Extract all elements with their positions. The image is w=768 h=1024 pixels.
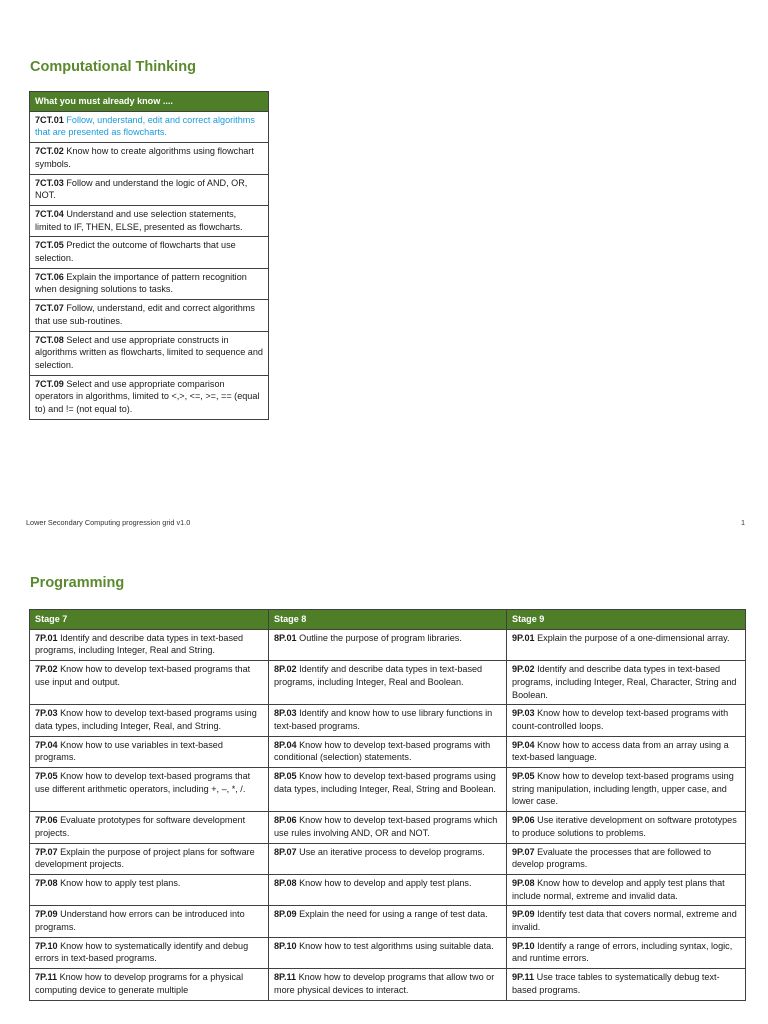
table-cell (30, 205, 269, 236)
table-row (30, 375, 269, 419)
table-cell (30, 937, 269, 968)
table-cell (269, 736, 507, 767)
objective-text: Know how to develop text-based programs that use different arithmetic operators, including +, –, *, /. (35, 771, 251, 794)
objective-text: Use an iterative process to develop programs. (296, 846, 485, 857)
objective-text: Outline the purpose of program libraries. (296, 632, 462, 643)
table-cell (30, 906, 269, 937)
objective-code: 7CT.06 (35, 271, 64, 282)
objective-text: Know how to develop programs that allow two or more physical devices to interact. (274, 972, 495, 995)
objective-text: Understand and use selection statements, limited to IF, THEN, ELSE, presented as flowcharts. (35, 208, 243, 232)
objective-code: 7CT.08 (35, 334, 64, 345)
objective-code: 9P.11 (512, 972, 535, 983)
table-cell (269, 705, 507, 736)
objective-text: Know how to develop and apply test plans that include normal, extreme and invalid data. (512, 877, 725, 901)
table-row (30, 331, 269, 375)
objective-text: Know how to develop text-based programs that use input and output. (35, 664, 251, 687)
objective-text: Identify and describe data types in text-based programs, including Integer, Real, Character, String and Boolean. (512, 664, 737, 700)
table-cell (30, 629, 269, 660)
table-row (30, 736, 746, 767)
table-cell (30, 768, 269, 812)
objective-code: 9P.06 (512, 815, 535, 826)
objective-code: 7CT.07 (35, 303, 64, 314)
table-cell (269, 629, 507, 660)
objective-text: Know how to test algorithms using suitable data. (296, 940, 494, 951)
objective-text: Explain the need for using a range of test data. (296, 909, 488, 920)
objective-code: 7P.02 (35, 664, 58, 675)
table-cell (507, 906, 746, 937)
objective-code: 8P.02 (274, 664, 297, 675)
table-cell (30, 661, 269, 705)
table-row (30, 111, 269, 142)
objective-text: Follow, understand, edit and correct algorithms that use sub-routines. (35, 303, 255, 326)
objective-code: 9P.09 (512, 909, 535, 920)
table-cell (30, 705, 269, 736)
objective-code: 7CT.05 (35, 240, 64, 251)
objective-code: 8P.01 (274, 632, 297, 643)
table-header: What you must already know .... (30, 92, 269, 112)
table-row (30, 937, 746, 968)
table-cell (30, 237, 269, 268)
table-cell (507, 705, 746, 736)
objective-code: 9P.02 (512, 664, 535, 675)
objective-text: Understand how errors can be introduced into programs. (35, 909, 245, 933)
objective-text: Know how to develop text-based programs which use rules involving AND, OR and NOT. (274, 815, 498, 838)
objective-code: 9P.05 (512, 771, 535, 782)
table-cell (507, 661, 746, 705)
objective-text: Select and use appropriate constructs in algorithms written as flowcharts, limited to sequence and selection. (35, 334, 263, 370)
objective-code: 8P.11 (274, 972, 297, 983)
objective-text: Know how to develop and apply test plans. (296, 877, 472, 888)
column-header: Stage 8 (269, 610, 507, 630)
footer-title: Lower Secondary Computing progression grid v1.0 (26, 518, 191, 527)
objective-code: 8P.09 (274, 909, 297, 920)
objective-code: 9P.01 (512, 632, 535, 643)
programming-progression-table (29, 609, 746, 1001)
objective-code: 7CT.01 (35, 114, 64, 125)
objective-code: 7P.01 (35, 632, 58, 643)
objective-code: 8P.08 (274, 877, 297, 888)
table-row (30, 174, 269, 205)
objective-text: Know how to develop text-based programs with count-controlled loops. (512, 708, 729, 731)
table-row (30, 874, 746, 905)
table-cell (269, 661, 507, 705)
table-row (30, 906, 746, 937)
table-cell (507, 969, 746, 1000)
objective-code: 9P.08 (512, 877, 535, 888)
objective-text: Use iterative development on software prototypes to produce solutions to problems. (512, 815, 737, 838)
column-header: Stage 7 (30, 610, 269, 630)
objective-text: Evaluate the processes that are followed to develop programs. (512, 846, 712, 870)
objective-text: Know how to develop text-based programs with conditional (selection) statements. (274, 739, 491, 763)
table-row (30, 268, 269, 299)
table-cell (30, 111, 269, 142)
table-row (30, 812, 746, 843)
table-cell (269, 937, 507, 968)
objective-code: 8P.06 (274, 815, 297, 826)
table-cell (30, 969, 269, 1000)
table-cell (30, 874, 269, 905)
objective-code: 7P.03 (35, 708, 58, 719)
objective-text: Explain the purpose of project plans for software development projects. (35, 846, 255, 870)
table-cell (30, 812, 269, 843)
objective-text: Know how to create algorithms using flowchart symbols. (35, 146, 254, 169)
table-cell (269, 812, 507, 843)
objective-code: 7P.05 (35, 771, 58, 782)
table-row (30, 629, 746, 660)
objective-code: 8P.07 (274, 846, 297, 857)
objective-text: Identify a range of errors, including syntax, logic, and runtime errors. (512, 940, 733, 964)
objective-code: 9P.10 (512, 940, 535, 951)
objective-text: Follow and understand the logic of AND, OR, NOT. (35, 177, 248, 201)
table-row (30, 143, 269, 174)
programming-rows (30, 629, 746, 1000)
table-cell (30, 843, 269, 874)
objective-code: 7P.06 (35, 815, 58, 826)
table-cell (30, 736, 269, 767)
objective-text: Identify and describe data types in text-based programs, including Integer, Real and Boolean. (274, 664, 483, 687)
objective-text: Use trace tables to systematically debug text-based programs. (512, 972, 720, 995)
objective-text: Know how to develop programs for a physical computing device to generate multiple (35, 972, 244, 995)
section-heading-programming: Programming (30, 575, 125, 591)
objective-text: Evaluate prototypes for software development projects. (35, 815, 246, 838)
table-row (30, 768, 746, 812)
table-header-row (30, 610, 746, 630)
table-cell (30, 174, 269, 205)
table-cell (269, 874, 507, 905)
section-heading-computational-thinking: Computational Thinking (30, 59, 196, 75)
objective-code: 9P.03 (512, 708, 535, 719)
objective-code: 7P.07 (35, 846, 58, 857)
objective-code: 7CT.09 (35, 378, 64, 389)
objective-text: Know how to access data from an array using a text-based language. (512, 739, 729, 763)
table-row (30, 843, 746, 874)
objective-code: 8P.03 (274, 708, 297, 719)
objective-code: 9P.04 (512, 739, 535, 750)
table-row (30, 237, 269, 268)
objective-code: 9P.07 (512, 846, 535, 857)
objective-text: Explain the importance of pattern recognition when designing solutions to tasks. (35, 271, 247, 295)
objective-code: 7CT.02 (35, 146, 64, 157)
table-cell (30, 375, 269, 419)
objective-code: 8P.05 (274, 771, 297, 782)
objective-code: 7CT.04 (35, 208, 64, 219)
table-cell (507, 629, 746, 660)
table-cell (269, 843, 507, 874)
objective-code: 7CT.03 (35, 177, 64, 188)
table-cell (507, 843, 746, 874)
objective-text: Know how to apply test plans. (57, 877, 181, 888)
objective-text: Predict the outcome of flowcharts that use selection. (35, 240, 236, 264)
prior-knowledge-table (29, 91, 269, 420)
table-row (30, 969, 746, 1000)
table-cell (507, 768, 746, 812)
objective-code: 7P.09 (35, 909, 58, 920)
table-cell (507, 812, 746, 843)
objective-text: Know how to develop text-based programs using data types, including Integer, Real, and String. (35, 708, 257, 731)
table-cell (30, 300, 269, 331)
objective-code: 8P.04 (274, 739, 297, 750)
objective-text: Follow, understand, edit and correct algorithms that are presented as flowcharts. (35, 114, 255, 138)
table-cell (507, 874, 746, 905)
objective-text: Know how to systematically identify and debug errors in text-based programs. (35, 940, 249, 964)
objective-text: Know how to develop text-based programs using string manipulation, including length, upper case, and lower case. (512, 771, 734, 807)
objective-text: Know how to use variables in text-based programs. (35, 739, 223, 763)
table-row (30, 205, 269, 236)
objective-text: Identify and describe data types in text-based programs, including Integer, Real and String. (35, 632, 244, 656)
table-cell (269, 969, 507, 1000)
table-cell (269, 906, 507, 937)
table-cell (30, 268, 269, 299)
table-cell (269, 768, 507, 812)
objective-code: 8P.10 (274, 940, 297, 951)
prior-knowledge-rows (30, 111, 269, 419)
table-cell (507, 937, 746, 968)
objective-text: Identify test data that covers normal, extreme and invalid. (512, 909, 737, 933)
table-cell (30, 331, 269, 375)
table-row (30, 661, 746, 705)
table-cell (30, 143, 269, 174)
objective-text: Explain the purpose of a one-dimensional array. (534, 632, 730, 643)
table-cell (507, 736, 746, 767)
column-header: Stage 9 (507, 610, 746, 630)
table-row (30, 300, 269, 331)
objective-code: 7P.04 (35, 739, 58, 750)
objective-text: Identify and know how to use library functions in text-based programs. (274, 708, 493, 731)
objective-code: 7P.10 (35, 940, 58, 951)
objective-code: 7P.08 (35, 877, 58, 888)
objective-text: Select and use appropriate comparison operators in algorithms, limited to <,>, <=, >=, == (equal to) and != (not equal to). (35, 378, 260, 415)
objective-text: Know how to develop text-based programs using data types, including Integer, Real, String and Boolean. (274, 771, 496, 794)
page-number: 1 (740, 518, 745, 527)
objective-code: 7P.11 (35, 972, 58, 983)
table-row (30, 705, 746, 736)
